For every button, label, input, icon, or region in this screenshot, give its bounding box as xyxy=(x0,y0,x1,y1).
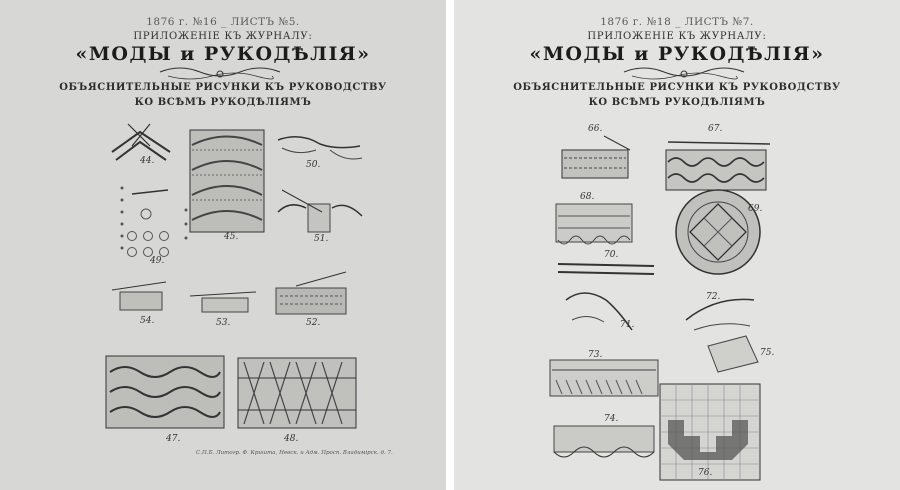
fig-label-71: 71. xyxy=(620,320,635,330)
fig-label-48: 48. xyxy=(284,434,299,444)
fig-label-47: 47. xyxy=(166,434,181,444)
fig-label-69: 69. xyxy=(748,204,763,214)
fig-label-51: 51. xyxy=(314,234,329,244)
right-subtitle-1: ОБЪЯСНИТЕЛЬНЫЕ РИСУНКИ КЪ РУКОВОДСТВУ xyxy=(513,82,841,93)
left-printer-footer: С.П.Б. Литогр. Ф. Кришта, Невск. и Адм. Просп. Владимірск. д. 7. xyxy=(196,450,393,456)
right-title: «МОДЫ и РУКОДѢЛІЯ» xyxy=(529,43,825,65)
fig-68-lace-border xyxy=(556,204,632,244)
fig-66-crochet-edging xyxy=(562,136,630,178)
fig-73-fringe-edging xyxy=(550,360,658,396)
fig-label-76: 76. xyxy=(698,468,713,478)
fig-74-scallop-edging xyxy=(554,426,654,457)
fig-52-crochet-row xyxy=(276,272,346,314)
fig-70-crochet-hooks xyxy=(558,264,654,274)
fig-label-73: 73. xyxy=(588,350,603,360)
fig-54-crochet-row xyxy=(112,282,166,310)
right-illustrations xyxy=(454,0,900,490)
fig-label-50: 50. xyxy=(306,160,321,170)
left-page xyxy=(0,0,446,490)
fig-label-75: 75. xyxy=(760,348,775,358)
left-illustrations xyxy=(0,0,446,490)
left-subtitle-1: ОБЪЯСНИТЕЛЬНЫЕ РИСУНКИ КЪ РУКОВОДСТВУ xyxy=(59,82,387,93)
fig-47-knit-panel xyxy=(106,356,224,428)
fig-67-loop-edging xyxy=(666,142,770,190)
fig-45-lace-panel xyxy=(190,130,264,232)
fig-label-49: 49. xyxy=(150,256,165,266)
fig-76-filet-pattern xyxy=(660,384,760,480)
right-subtitle-2: КО ВСѢМЪ РУКОДѢЛІЯМЪ xyxy=(588,97,766,108)
fig-50-hands-crochet xyxy=(278,137,362,159)
fig-72-hands-with-yarn xyxy=(686,299,754,330)
fig-75-mesh-sample xyxy=(708,336,758,372)
fig-53-crochet-row xyxy=(190,292,256,312)
fig-label-70: 70. xyxy=(604,250,619,260)
fig-label-68: 68. xyxy=(580,192,595,202)
fig-label-45: 45. xyxy=(224,232,239,242)
fig-label-53: 53. xyxy=(216,318,231,328)
fig-69-lace-medallion xyxy=(676,190,763,274)
fig-label-67: 67. xyxy=(708,124,723,134)
fig-label-52: 52. xyxy=(306,318,321,328)
left-supplement-line: ПРИЛОЖЕНІЕ КЪ ЖУРНАЛУ: xyxy=(133,31,313,42)
left-subtitle-2: КО ВСѢМЪ РУКОДѢЛІЯМЪ xyxy=(134,97,312,108)
fig-label-54: 54. xyxy=(140,316,155,326)
right-page xyxy=(454,0,900,490)
fig-48-lattice-panel xyxy=(238,358,356,428)
fig-label-44: 44. xyxy=(140,156,155,166)
fig-label-74: 74. xyxy=(604,414,619,424)
left-sheet-line: 1876 г. №16 _ ЛИСТЪ №5. xyxy=(146,16,300,28)
fig-label-66: 66. xyxy=(588,124,603,134)
left-title: «МОДЫ и РУКОДѢЛІЯ» xyxy=(75,43,371,65)
fig-51-hands-knitting xyxy=(278,190,362,232)
fig-label-72: 72. xyxy=(706,292,721,302)
right-supplement-line: ПРИЛОЖЕНІЕ КЪ ЖУРНАЛУ: xyxy=(587,31,767,42)
fig-44-knitting-sample xyxy=(112,124,170,160)
right-sheet-line: 1876 г. №18 _ ЛИСТЪ №7. xyxy=(600,16,754,28)
fig-49-dot-diagram xyxy=(121,187,188,257)
